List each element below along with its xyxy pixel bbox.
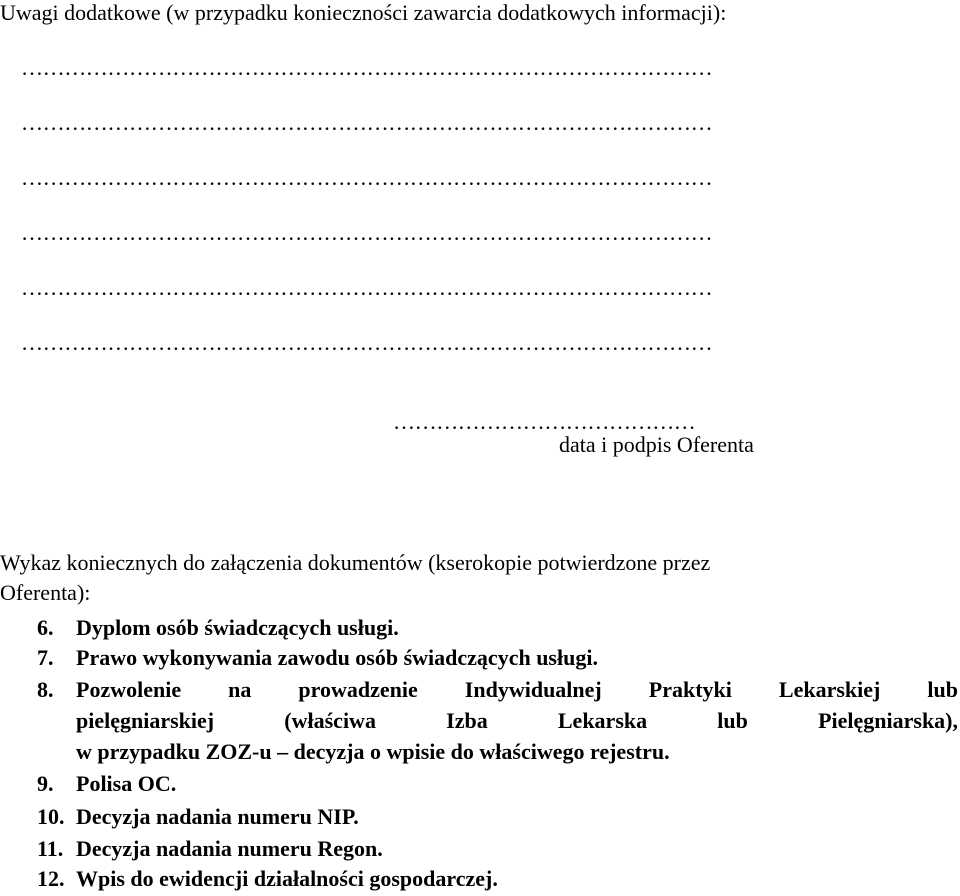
dotted-line: ……………………………………………………………………………………	[21, 55, 713, 80]
documents-heading: Wykaz koniecznych do załączenia dokumentów (kserokopie potwierdzone przez	[0, 550, 711, 575]
item-number: 8.	[37, 677, 54, 702]
item-text: Polisa OC.	[76, 771, 177, 796]
item-number: 9.	[37, 771, 54, 796]
item-text: Pozwolenie na prowadzenie Indywidualnej Praktyki Lekarskiej lub	[76, 677, 958, 702]
item-text: Wpis do ewidencji działalności gospodarczej.	[76, 866, 498, 891]
item-text: Dyplom osób świadczących usługi.	[76, 615, 399, 640]
dotted-line: ……………………………………………………………………………………	[21, 330, 713, 355]
dotted-line: ……………………………………………………………………………………	[21, 275, 713, 300]
item-number: 11.	[37, 836, 64, 861]
signature-dots: ……………………………………	[393, 409, 696, 434]
item-number: 6.	[37, 615, 54, 640]
intro-text: Uwagi dodatkowe (w przypadku konieczności zawarcia dodatkowych informacji):	[0, 0, 727, 25]
item-number: 10.	[37, 804, 65, 829]
item-text: w przypadku ZOZ-u – decyzja o wpisie do właściwego rejestru.	[76, 739, 670, 764]
item-number: 12.	[37, 866, 65, 891]
dotted-line: ……………………………………………………………………………………	[21, 165, 713, 190]
documents-heading-cont: Oferenta):	[0, 580, 91, 605]
dotted-line: ……………………………………………………………………………………	[21, 220, 713, 245]
item-text: Decyzja nadania numeru Regon.	[76, 836, 383, 861]
item-text: Prawo wykonywania zawodu osób świadczących usługi.	[76, 645, 598, 670]
dotted-line: ……………………………………………………………………………………	[21, 110, 713, 135]
signature-label: data i podpis Oferenta	[559, 432, 754, 457]
item-text: pielęgniarskiej (właściwa Izba Lekarska lub Pielęgniarska),	[76, 708, 958, 733]
item-number: 7.	[37, 645, 54, 670]
item-text: Decyzja nadania numeru NIP.	[76, 804, 359, 829]
